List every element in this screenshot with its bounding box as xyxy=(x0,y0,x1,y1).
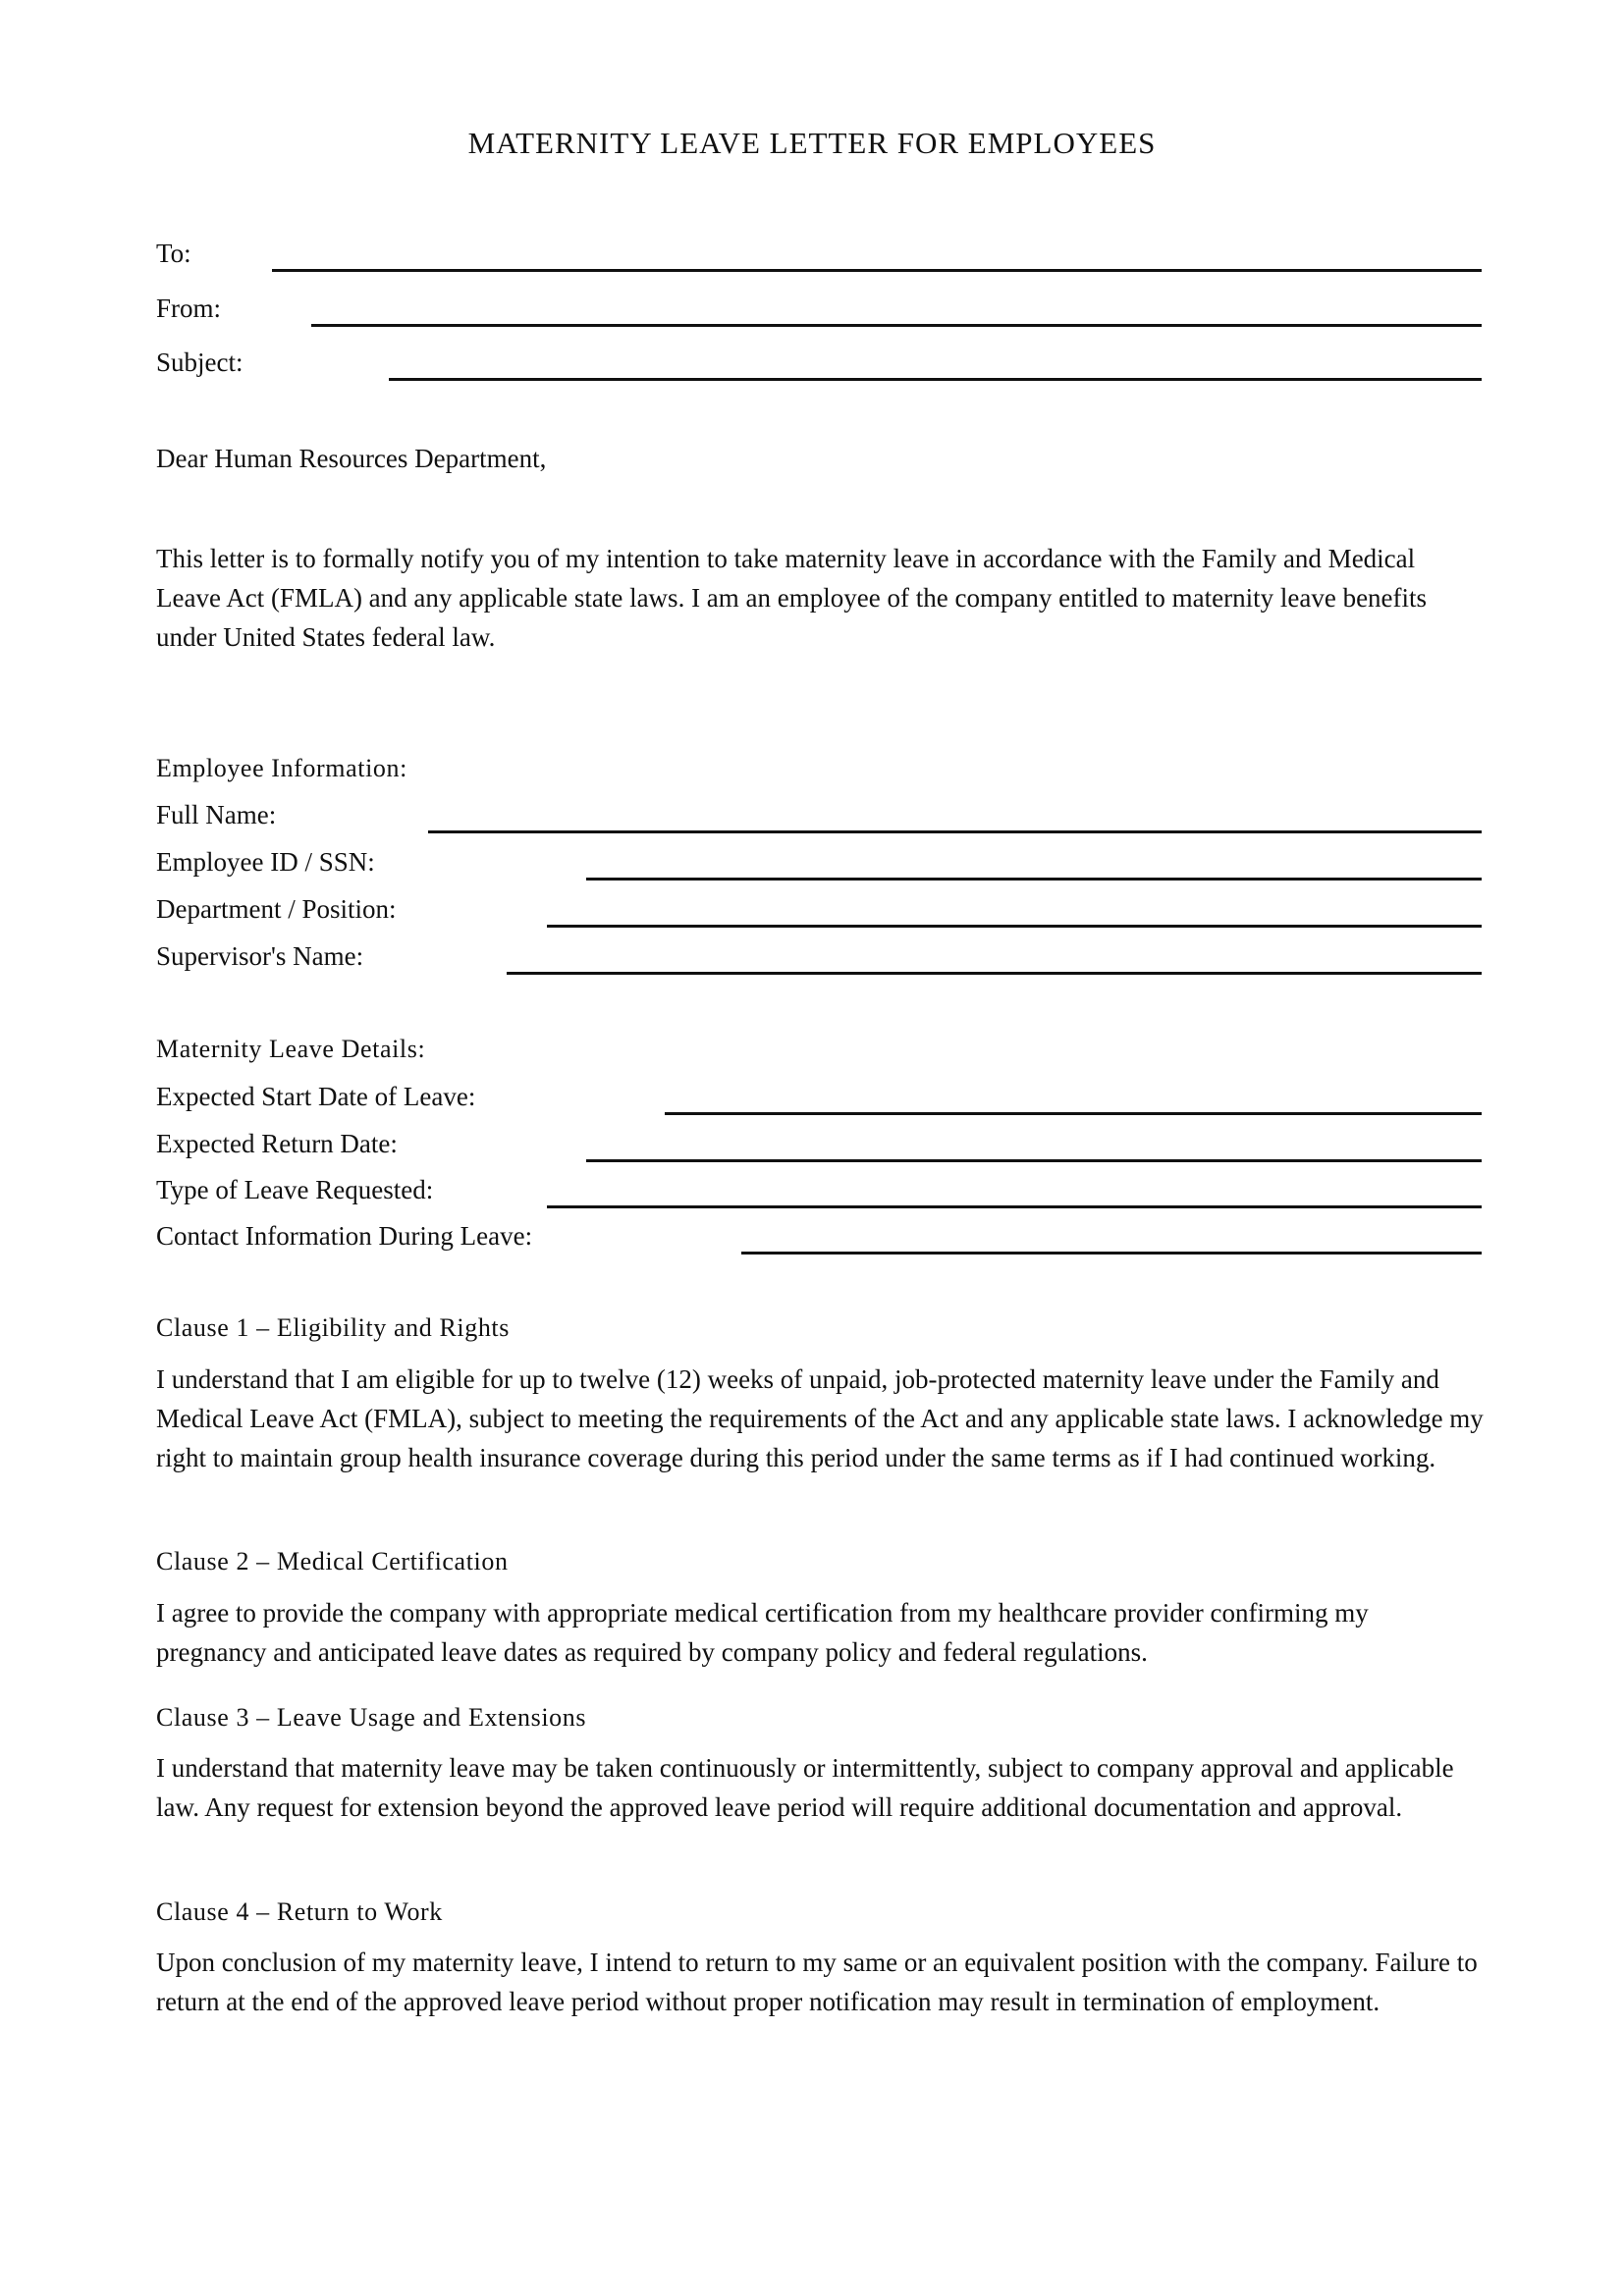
full-name-label: Full Name: xyxy=(156,800,277,829)
intro-paragraph: This letter is to formally notify you of my intention to take maternity leave in accordance with the Family and Medical Leave Act (FMLA) and any applicable state laws. I am an employee of the company entitled to maternity leave benefits under United States federal law. xyxy=(156,544,1428,652)
return-date-label: Expected Return Date: xyxy=(156,1129,398,1158)
contact-info-field xyxy=(156,1221,1482,1260)
full-name-field xyxy=(156,800,1482,839)
clause-3-text: I understand that maternity leave may be taken continuously or intermittently, subject to company approval and applicable law. Any request for extension beyond the approved leave period will require additional documentation and approval. xyxy=(156,1753,1454,1822)
contact-info-label: Contact Information During Leave: xyxy=(156,1221,533,1251)
document-title: MATERNITY LEAVE LETTER FOR EMPLOYEES xyxy=(467,126,1157,160)
clause-2-heading: Clause 2 – Medical Certification xyxy=(156,1547,509,1575)
start-date-label: Expected Start Date of Leave: xyxy=(156,1082,476,1111)
clause-3-heading: Clause 3 – Leave Usage and Extensions xyxy=(156,1703,587,1732)
employee-info-heading: Employee Information: xyxy=(156,754,407,782)
clause-4-text: Upon conclusion of my maternity leave, I intend to return to my same or an equivalent position with the company. Failure to return at the end of the approved leave period without proper notification may result in termination of employment. xyxy=(156,1948,1478,2016)
department-field xyxy=(156,894,1482,934)
clause-1-heading: Clause 1 – Eligibility and Rights xyxy=(156,1313,510,1342)
to-field xyxy=(156,239,1482,278)
subject-label: Subject: xyxy=(156,347,244,377)
from-label: From: xyxy=(156,294,222,323)
supervisor-field xyxy=(156,941,1482,981)
department-label: Department / Position: xyxy=(156,894,397,924)
employee-id-label: Employee ID / SSN: xyxy=(156,847,375,877)
department-input-line[interactable] xyxy=(547,925,1482,928)
clause-1-text: I understand that I am eligible for up to twelve (12) weeks of unpaid, job-protected maternity leave under the Family and Medical Leave Act (FMLA), subject to meeting the requirements of the Act and any applicable state laws. I acknowledge my right to maintain group health insurance coverage during this period under the same terms as if I had continued working. xyxy=(156,1364,1484,1472)
from-field xyxy=(156,294,1482,333)
leave-type-input-line[interactable] xyxy=(547,1205,1482,1208)
employee-id-field xyxy=(156,847,1482,886)
return-date-input-line[interactable] xyxy=(586,1159,1482,1162)
contact-info-input-line[interactable] xyxy=(741,1252,1482,1255)
start-date-input-line[interactable] xyxy=(665,1112,1482,1115)
return-date-field xyxy=(156,1129,1482,1168)
leave-type-label: Type of Leave Requested: xyxy=(156,1175,434,1204)
from-input-line[interactable] xyxy=(311,324,1482,327)
clause-4-heading: Clause 4 – Return to Work xyxy=(156,1897,443,1926)
employee-id-input-line[interactable] xyxy=(586,878,1482,881)
to-input-line[interactable] xyxy=(272,269,1482,272)
full-name-input-line[interactable] xyxy=(428,830,1482,833)
start-date-field xyxy=(156,1082,1482,1121)
salutation: Dear Human Resources Department, xyxy=(156,444,547,473)
leave-type-field xyxy=(156,1175,1482,1214)
to-label: To: xyxy=(156,239,191,268)
supervisor-label: Supervisor's Name: xyxy=(156,941,364,971)
supervisor-input-line[interactable] xyxy=(507,972,1482,975)
leave-details-heading: Maternity Leave Details: xyxy=(156,1035,426,1063)
clause-2-text: I agree to provide the company with appropriate medical certification from my healthcare provider confirming my pregnancy and anticipated leave dates as required by company policy and federal regulations. xyxy=(156,1598,1369,1667)
subject-input-line[interactable] xyxy=(389,378,1482,381)
subject-field xyxy=(156,347,1482,387)
